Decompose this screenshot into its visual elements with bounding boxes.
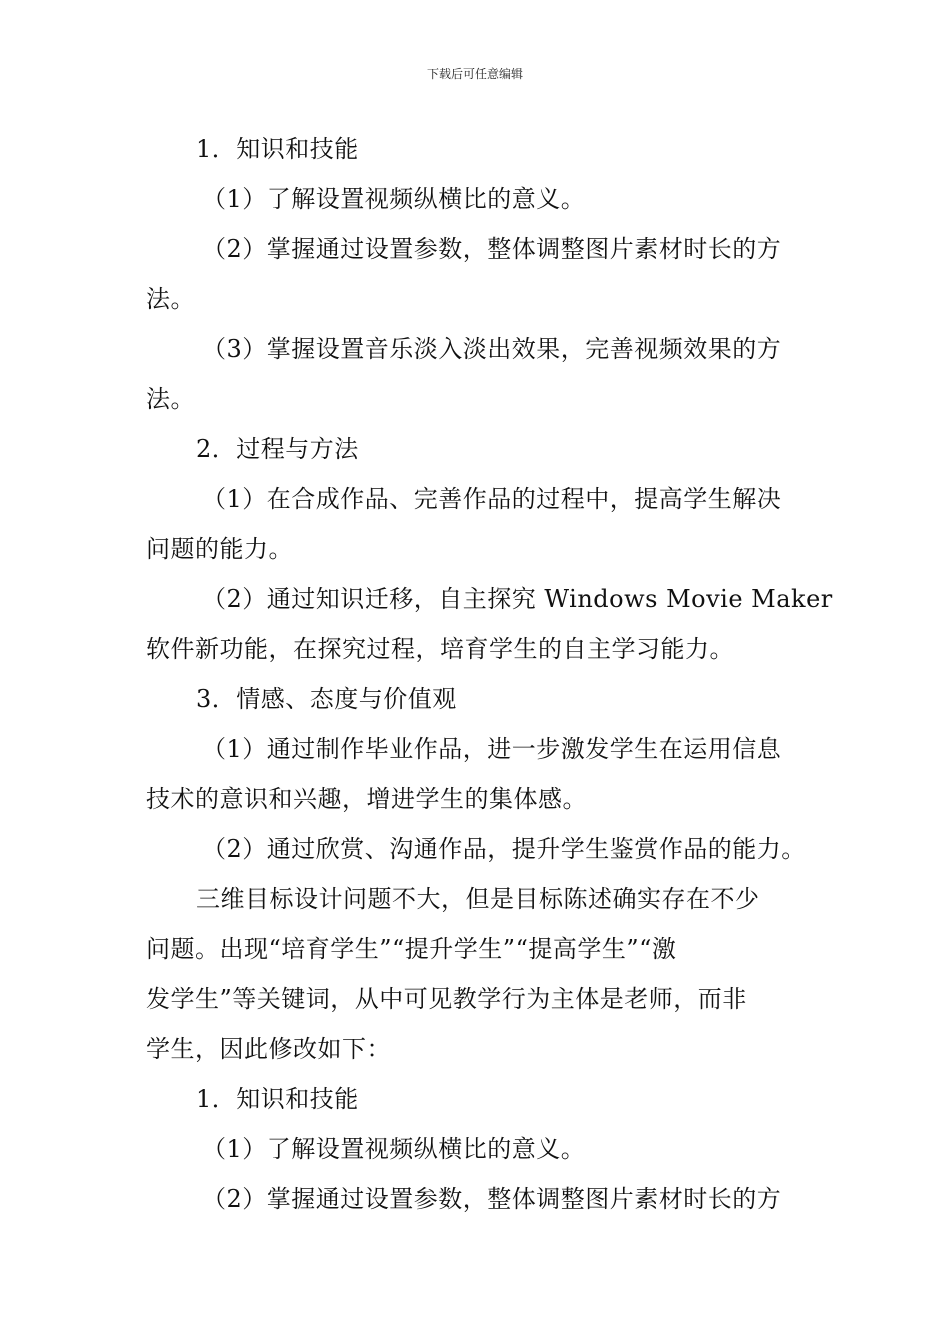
paragraph-line: （2）掌握通过设置参数，整体调整图片素材时长的方 <box>202 1185 782 1213</box>
paragraph-line: （1）通过制作毕业作品，进一步激发学生在运用信息 <box>202 735 782 763</box>
paragraph-line: （2）掌握通过设置参数，整体调整图片素材时长的方 <box>202 235 782 263</box>
paragraph-line: 软件新功能，在探究过程，培育学生的自主学习能力。 <box>146 635 734 663</box>
paragraph-line: 问题的能力。 <box>146 535 293 563</box>
paragraph-line: 法。 <box>146 285 195 313</box>
paragraph-line: 1．知识和技能 <box>196 135 359 163</box>
paragraph-line: 问题。出现“培育学生”“提升学生”“提高学生”“激 <box>146 935 677 963</box>
paragraph-line: （1）在合成作品、完善作品的过程中，提高学生解决 <box>202 485 782 513</box>
paragraph-line: 学生，因此修改如下： <box>146 1035 391 1063</box>
paragraph-line: 三维目标设计问题不大，但是目标陈述确实存在不少 <box>196 885 760 913</box>
page-header: 下载后可任意编辑 <box>426 67 523 81</box>
paragraph-line: 技术的意识和兴趣，增进学生的集体感。 <box>146 785 587 813</box>
paragraph-line: （3）掌握设置音乐淡入淡出效果，完善视频效果的方 <box>202 335 782 363</box>
paragraph-line: （1）了解设置视频纵横比的意义。 <box>202 185 586 213</box>
paragraph-line: 法。 <box>146 385 195 413</box>
paragraph-line: 1．知识和技能 <box>196 1085 359 1113</box>
document-body <box>146 124 833 1224</box>
paragraph-line: （2）通过欣赏、沟通作品，提升学生鉴赏作品的能力。 <box>202 835 806 863</box>
paragraph-line: 3．情感、态度与价值观 <box>196 685 457 713</box>
paragraph-line: （2）通过知识迁移，自主探究 Windows Movie Maker <box>202 585 833 613</box>
paragraph-line: 2．过程与方法 <box>196 435 359 463</box>
paragraph-line: （1）了解设置视频纵横比的意义。 <box>202 1135 586 1163</box>
paragraph-line: 发学生”等关键词，从中可见教学行为主体是老师，而非 <box>146 985 747 1013</box>
